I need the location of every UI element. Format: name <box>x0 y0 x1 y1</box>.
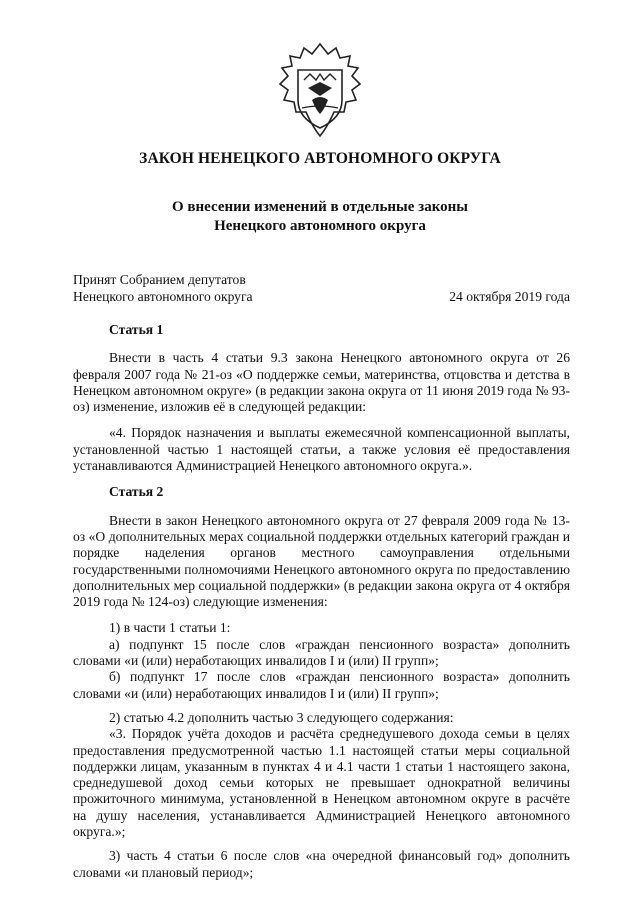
document-body <box>73 322 570 881</box>
article-paragraph: Внести в часть 4 статьи 9.3 закона Ненецкого автономного округа от 26 февраля 2007 года № 21-оз «О поддержке семьи, материнства, отцовства и детства в Ненецком автономном округе» (в редакции закона округа от 11 июня 2019 года № 93-оз) изменение, изложив её в следующей редакции: <box>73 350 570 415</box>
article-paragraph: 2) статью 4.2 дополнить частью 3 следующего содержания: <box>109 709 454 725</box>
article-heading: Статья 1 <box>109 322 164 337</box>
law-subtitle <box>0 198 640 236</box>
article-heading: Статья 2 <box>109 484 164 500</box>
article-paragraph: 3) часть 4 статьи 6 после слов «на очередной финансовый год» дополнить словами «и плановый период»; <box>73 848 570 880</box>
adoption-date: 24 октября 2019 года <box>449 289 570 304</box>
adopted-by: Принят Собранием депутатов <box>73 272 246 287</box>
article-paragraph: «3. Порядок учёта доходов и расчёта среднедушевого дохода семьи в целях предоставления предусмотренной частью 1.1 настоящей статьи меры социальной поддержки лицам, указанным в пунктах 4 и 4.1 части 1 статьи 1 настоящего закона, среднедушевой доход семьи которых не превышает однократной величины прожиточного минимума, установленной в Ненецком автономном округе в расчёте на душу населения, устанавливается Администрацией Ненецкого автономного округа.»; <box>73 726 570 840</box>
adoption-block <box>73 271 570 305</box>
article-paragraph: «4. Порядок назначения и выплаты ежемесячной компенсационной выплаты, установленной частью 1 настоящей статьи, а также условия её предоставления устанавливаются Администрацией Ненецкого автономного округа.». <box>73 425 570 474</box>
article-paragraph: б) подпункт 17 после слов «граждан пенсионного возраста» дополнить словами «и (или) неработающих инвалидов I и (или) II групп»; <box>73 669 570 701</box>
adopted-by-body: Ненецкого автономного округа <box>73 289 253 304</box>
law-title: ЗАКОН НЕНЕЦКОГО АВТОНОМНОГО ОКРУГА <box>139 150 501 167</box>
article-paragraph: Внести в закон Ненецкого автономного округа от 27 февраля 2009 года № 13-оз «О дополнительных мерах социальной поддержки отдельных категорий граждан и порядке наделения органов местного самоуправления отдельными государственными полномочиями Ненецкого автономного округа по предоставлению дополнительных мер социальной поддержки» (в редакции закона округа от 4 октября 2019 года № 124-оз) следующие изменения: <box>73 512 570 610</box>
subtitle-line: Ненецкого автономного округа <box>214 218 426 234</box>
subtitle-line: О внесении изменений в отдельные законы <box>172 199 468 215</box>
article-paragraph: а) подпункт 15 после слов «граждан пенсионного возраста» дополнить словами «и (или) неработающих инвалидов I и (или) II групп»; <box>73 636 570 669</box>
article-paragraph: 1) в части 1 статьи 1: <box>109 620 231 636</box>
coat-of-arms-emblem <box>272 40 368 140</box>
